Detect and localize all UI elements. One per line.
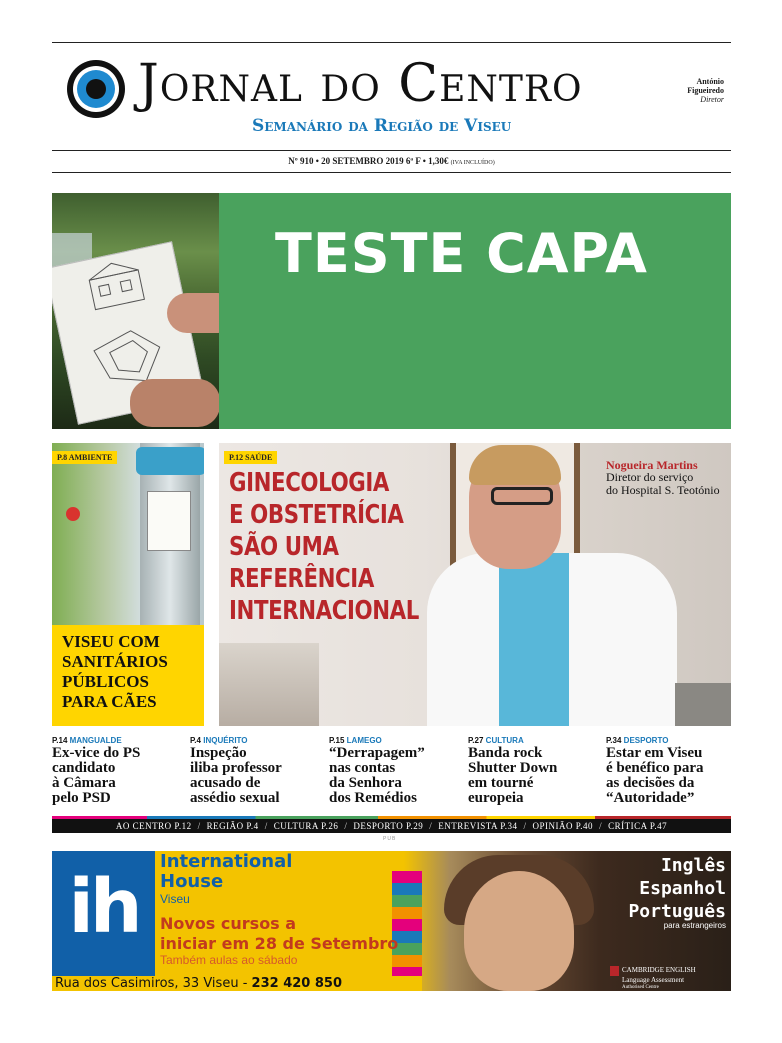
cambridge-shield-icon [610,966,619,976]
ad-phone[interactable]: 232 420 850 [251,976,342,991]
hero-title[interactable]: TESTE CAPA [275,222,648,285]
director-name-1: António [696,77,724,86]
teaser-line: Inspeção [190,745,247,761]
top-rule [52,42,731,43]
teaser-section: INQUÉRITO [203,736,248,745]
teaser-page: P.4 [190,736,201,745]
headline-line: SANITÁRIOS [62,652,168,671]
teaser-page: P.15 [329,736,345,745]
feature-main-section: SAÚDE [245,453,273,462]
teaser-line: as decisões da [606,775,695,791]
newspaper-logo-icon [67,60,125,118]
director-name-2: Figueiredo [687,86,724,95]
section-nav: AO CENTRO P.12 / REGIÃO P.4 / CULTURA P.26 / DESPORTO P.29 / ENTREVISTA P.34 / OPINIÃO P.40 / CRÍTICA P.47 [52,819,731,833]
teaser-mangualde[interactable] [52,736,187,806]
feature-left-section: AMBIENTE [68,453,113,462]
role-line: Diretor do serviço [606,470,694,484]
teaser-desporto[interactable] [606,736,731,806]
ih-logo-text: ih [68,864,139,950]
teaser-line: assédio sexual [190,790,280,806]
headline-line: GINECOLOGIA [229,468,389,498]
teaser-line: Shutter Down [468,760,558,776]
teaser-page: P.27 [468,736,484,745]
teaser-line: acusado de [190,775,261,791]
feature-left-page: P.8 [57,453,68,462]
teaser-page: P.14 [52,736,68,745]
promo-line: Novos cursos a [160,914,297,933]
headline-line: VISEU COM [62,632,160,651]
teaser-line: “Derrapagem” [329,745,425,761]
masthead-title: Jornal do Centro [138,54,583,114]
language-item: Espanhol [639,878,726,899]
teaser-section: LAMEGO [346,736,382,745]
teaser-section: MANGUALDE [69,736,122,745]
teaser-lamego[interactable] [329,736,464,806]
headline-line: INTERNACIONAL [229,596,419,626]
teaser-section: CULTURA [485,736,524,745]
feature-left-photo[interactable] [52,443,204,625]
nav-item-critica[interactable]: CRÍTICA P.47 [608,821,668,831]
nav-item-cultura[interactable]: CULTURA P.26 [273,821,339,831]
ad-saturday: Também aulas ao sábado [160,953,298,967]
teaser-section: DESPORTO [623,736,669,745]
headline-line: PARA CÃES [62,692,157,711]
teaser-inquerito[interactable] [190,736,325,806]
promo-line: iniciar em 28 de Setembro [160,934,399,953]
nav-item-ao-centro[interactable]: AO CENTRO P.12 [115,821,192,831]
nav-item-entrevista[interactable]: ENTREVISTA P.34 [438,821,518,831]
headline-line: SÃO UMA [229,532,339,562]
hero-photo[interactable] [52,193,219,429]
teaser-line: pelo PSD [52,790,111,806]
issue-note: (IVA INCLUÍDO) [450,160,495,166]
headline-line: E OBSTETRÍCIA [229,500,404,530]
teaser-cultura[interactable] [468,736,603,806]
teaser-line: europeia [468,790,524,806]
ad-city: Viseu [160,892,190,906]
teaser-line: “Autoridade” [606,790,695,806]
language-item: Inglês [660,855,726,876]
nav-item-regiao[interactable]: REGIÃO P.4 [206,821,259,831]
issue-info: Nº 910 • 20 SETEMBRO 2019 6ª F • 1,30€ [288,156,449,166]
teaser-line: nas contas [329,760,396,776]
feature-main-headline[interactable] [229,467,419,627]
teaser-line: Ex-vice do PS [52,745,141,761]
nav-item-opiniao[interactable]: OPINIÃO P.40 [532,821,594,831]
teaser-line: à Câmara [52,775,116,791]
director-credit [662,77,724,104]
ad-street: Rua dos Casimiros, 33 Viseu - [55,976,248,991]
ad-promo [160,914,398,954]
ad-name-line-1: International [160,851,293,872]
ad-address [52,976,422,991]
cambridge-line-2: Language Assessment [622,976,685,984]
teaser-line: da Senhora [329,775,402,791]
teaser-page: P.34 [606,736,622,745]
teaser-line: candidato [52,760,116,776]
ad-language-note: para estrangeiros [663,921,726,930]
director-role: Diretor [700,95,724,104]
issue-rule [52,172,731,173]
interviewee-name: Nogueira Martins [606,458,698,472]
teaser-line: iliba professor [190,760,282,776]
cambridge-line-3: Authorised Centre [622,985,659,990]
teaser-line: Banda rock [468,745,543,761]
feature-left-headline[interactable] [62,632,168,712]
language-item: Português [628,901,726,922]
masthead-subtitle: Semanário da Região de Viseu [252,116,512,136]
interviewee-role [606,471,720,497]
role-line: do Hospital S. Teotónio [606,483,720,497]
headline-line: PÚBLICOS [62,672,149,691]
cambridge-badge [610,966,696,992]
issue-line [52,156,731,166]
feature-main-tag [224,451,277,464]
nav-item-desporto[interactable]: DESPORTO P.29 [353,821,424,831]
masthead-rule [52,150,731,151]
teaser-line: em tourné [468,775,534,791]
teaser-line: dos Remédios [329,790,417,806]
pub-label: PUB [383,836,397,842]
teaser-line: é benéfico para [606,760,704,776]
feature-left-tag [52,451,117,464]
ad-name-line-2: House [160,871,224,892]
headline-line: REFERÊNCIA [229,564,374,594]
cambridge-line-1: CAMBRIDGE ENGLISH [622,966,696,974]
teaser-line: Estar em Viseu [606,745,703,761]
feature-main-page: P.12 [229,453,244,462]
ad-languages [590,854,726,923]
